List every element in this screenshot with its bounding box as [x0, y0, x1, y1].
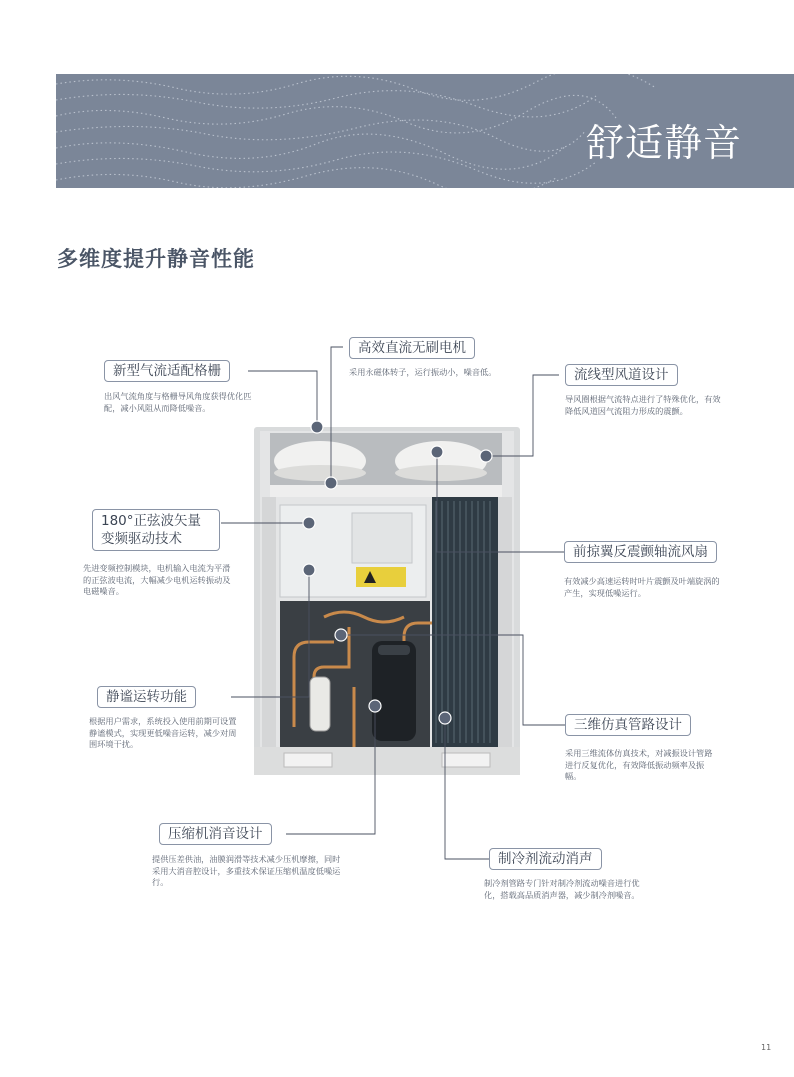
feature-label-line: 180°正弦波矢量: [101, 513, 202, 529]
feature-label-dc-motor: 高效直流无刷电机: [349, 337, 475, 359]
feature-desc-axial-fan: 有效减少高速运转时叶片震颤及叶端旋涡的产生，实现低噪运行。: [564, 576, 720, 598]
feature-label-compressor-silencing: 压缩机消音设计: [159, 823, 272, 845]
feature-label-streamline-duct: 流线型风道设计: [565, 364, 678, 386]
section-heading: 多维度提升静音性能: [57, 247, 255, 271]
page-number: 11: [761, 1043, 772, 1052]
callout-dot: [325, 477, 337, 489]
feature-desc-compressor-silencing: 提供压差供油，油膜润滑等技术减少压机摩擦，同时采用大消音腔设计，多重技术保证压缩机温度低噪运行。: [152, 854, 341, 887]
feature-desc-sine-wave-drive: 先进变频控制模块，电机输入电流为平滑的正弦波电流，大幅减少电机运转振动及电磁噪音。: [83, 563, 231, 596]
feature-label-quiet-mode: 静谧运转功能: [97, 686, 196, 708]
feature-desc-dc-motor: 采用永磁体转子，运行振动小，噪音低。: [349, 367, 497, 377]
feature-label-3d-piping: 三维仿真管路设计: [565, 714, 691, 736]
feature-label-airflow-grille: 新型气流适配格栅: [104, 360, 230, 382]
callout-dot: [480, 450, 492, 462]
feature-desc-quiet-mode: 根据用户需求，系统投入使用前期可设置静谧模式，实现更低噪音运转，减少对周围环境干扰。: [89, 716, 237, 749]
callout-dot: [431, 446, 443, 458]
feature-desc-3d-piping: 采用三维流体仿真技术，对减振设计管路进行反复优化，有效降低振动频率及振幅。: [565, 748, 713, 781]
callout-dot: [335, 629, 347, 641]
feature-desc-airflow-grille: 出风气流角度与格栅导风角度获得优化匹配，减小风阻从而降低噪音。: [104, 391, 252, 413]
feature-label-axial-fan: 前掠翼反震颤轴流风扇: [564, 541, 717, 563]
page-title: 舒适静音: [585, 121, 742, 165]
feature-label-line: 变频驱动技术: [101, 531, 182, 547]
callout-dot: [303, 564, 315, 576]
feature-label-refrigerant-silencing: 制冷剂流动消声: [489, 848, 602, 870]
feature-desc-streamline-duct: 导风圈根据气流特点进行了特殊优化，有效降低风道因气流阻力形成的震颤。: [565, 394, 721, 416]
feature-label-sine-wave-drive: [92, 509, 220, 551]
callout-dot: [439, 712, 451, 724]
callout-dot: [369, 700, 381, 712]
callout-dot: [303, 517, 315, 529]
feature-desc-refrigerant-silencing: 制冷剂管路专门针对制冷剂流动噪音进行优化，搭载高品质消声器，减少制冷剂噪音。: [484, 878, 640, 900]
callout-dot: [311, 421, 323, 433]
